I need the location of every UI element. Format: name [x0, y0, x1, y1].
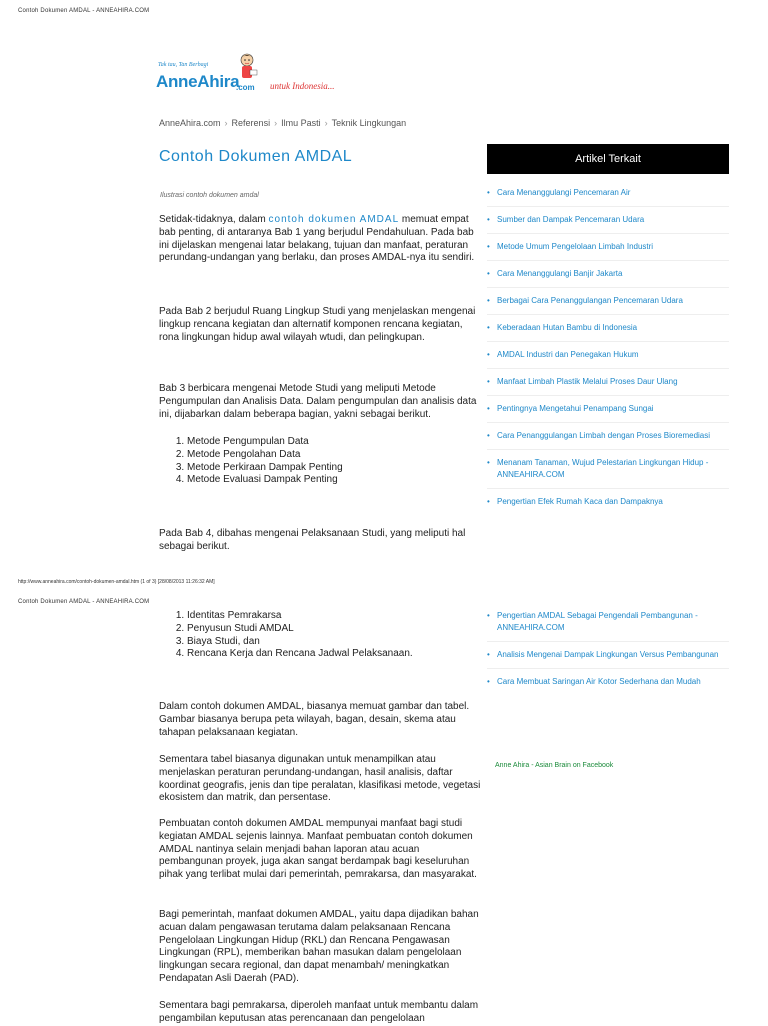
list-item [487, 669, 729, 695]
list-item: 3. Biaya Studi, dan [187, 636, 481, 649]
paragraph-1 [159, 214, 481, 265]
list-item [487, 642, 729, 669]
logo-tagline: Tak tau, Tan Berbagi [158, 62, 209, 68]
related-article-link[interactable]: Manfaat Limbah Plastik Melalui Proses Daur Ulang [497, 377, 678, 386]
contoh-dokumen-amdal-link[interactable]: contoh dokumen AMDAL [268, 214, 400, 225]
related-articles-sidebar [487, 144, 729, 515]
bullet-icon: • [487, 458, 490, 467]
paragraph-3: Bab 3 berbicara mengenai Metode Studi yang meliputi Metode Pengumpulan dan Analisis Data. Dalam pengumpulan dan analisis data ini, dijabarkan dalam beberapa bagian, yakni sebagai berikut. [159, 383, 477, 420]
related-article-link[interactable]: Pengertian Efek Rumah Kaca dan Dampaknya [497, 497, 663, 506]
bullet-icon: • [487, 242, 490, 251]
logo-slogan: untuk Indonesia... [270, 81, 335, 91]
bullet-icon: • [487, 611, 490, 620]
breadcrumb-home[interactable]: AnneAhira.com [159, 118, 221, 128]
site-logo[interactable] [156, 52, 356, 96]
study-methods-list [159, 436, 481, 487]
list-item [487, 489, 729, 515]
related-article-link[interactable]: Cara Membuat Saringan Air Kotor Sederhana dan Mudah [497, 677, 701, 686]
breadcrumb-separator-icon: › [324, 118, 328, 128]
paragraph-5: Dalam contoh dokumen AMDAL, biasanya memuat gambar dan tabel. Gambar biasanya berupa peta wilayah, bagan, desain, skema atau tahapan pelaksanaan kegiatan. [159, 701, 470, 738]
bullet-icon: • [487, 188, 490, 197]
logo-brand: AnneAhira [156, 72, 240, 91]
list-item [487, 369, 729, 396]
related-article-link[interactable]: Analisis Mengenai Dampak Lingkungan Versus Pembangunan [497, 650, 719, 659]
paragraph-2: Pada Bab 2 berjudul Ruang Lingkup Studi yang menjelaskan mengenai lingkup rencana kegiatan dan alternatif komponen rencana kegiatan, rona lingkungan hidup awal wilayah wtudi, dan pelingkupan. [159, 306, 476, 343]
bullet-icon: • [487, 431, 490, 440]
bullet-icon: • [487, 269, 490, 278]
paragraph-1-text-b: memuat empat bab penting, di antaranya Bab 1 yang berjudul Pendahuluan. Pada bab ini dijelaskan mengenai latar belakang, tujuan dan manfaat, peraturan perundang-undangan yang berlaku, dan proses AMDAL-nya itu sendiri. [159, 214, 475, 264]
list-item [487, 261, 729, 288]
list-item: 2. Penyusun Studi AMDAL [187, 623, 481, 636]
related-articles-sidebar-continued [487, 603, 729, 695]
mascot-icon [236, 52, 258, 84]
paragraph-8: Bagi pemerintah, manfaat dokumen AMDAL, yaitu dapa dijadikan bahan acuan dalam pengawasan terutama dalam pelaksanaan Rencana Pengelolaan Lingkungan Hidup (RKL) dan Rencana Pengawasan Lingkungan (RPL), memberikan bahan masukan dalam pengelolaan lingkungan secara regional, dan dapat menambah/ meningkatkan Pendapatan Asli Daerah (PAD). [159, 909, 479, 984]
related-articles-list [487, 180, 729, 515]
related-article-link[interactable]: Cara Menanggulangi Banjir Jakarta [497, 269, 623, 278]
related-article-link[interactable]: Menanam Tanaman, Wujud Pelestarian Lingkungan Hidup - ANNEAHIRA.COM [497, 458, 709, 479]
list-item [487, 207, 729, 234]
list-item: 3. Metode Perkiraan Dampak Penting [187, 462, 481, 475]
related-article-link[interactable]: AMDAL Industri dan Penegakan Hukum [497, 350, 639, 359]
list-item [487, 180, 729, 207]
bullet-icon: • [487, 215, 490, 224]
related-article-link[interactable]: Berbagai Cara Penanggulangan Pencemaran Udara [497, 296, 683, 305]
paragraph-6: Sementara tabel biasanya digunakan untuk menampilkan atau menjelaskan peraturan perundang-undangan, hasil analisis, daftar koordinat geografis, jenis dan tipe peralatan, klasifikasi metode, vegetasi ekosistem dan matrik, dan persentase. [159, 754, 481, 804]
bullet-icon: • [487, 497, 490, 506]
breadcrumb-separator-icon: › [274, 118, 278, 128]
facebook-page-link[interactable]: Anne Ahira - Asian Brain on Facebook [495, 762, 614, 769]
study-implementation-list [159, 610, 481, 661]
page-header-title: Contoh Dokumen AMDAL - ANNEAHIRA.COM [18, 599, 150, 605]
bullet-icon: • [487, 350, 490, 359]
list-item [487, 396, 729, 423]
breadcrumb [159, 118, 406, 128]
bullet-icon: • [487, 677, 490, 686]
related-article-link[interactable]: Cara Penanggulangan Limbah dengan Proses Bioremediasi [497, 431, 711, 440]
article-title: Contoh Dokumen AMDAL [159, 148, 353, 165]
bullet-icon: • [487, 404, 490, 413]
article-body-part1 [159, 214, 481, 265]
list-item: 1. Metode Pengumpulan Data [187, 436, 481, 449]
list-item [487, 315, 729, 342]
list-item: 1. Identitas Pemrakarsa [187, 610, 481, 623]
sidebar-title: Artikel Terkait [487, 144, 729, 174]
bullet-icon: • [487, 377, 490, 386]
list-item: 4. Metode Evaluasi Dampak Penting [187, 474, 481, 487]
related-article-link[interactable]: Cara Menanggulangi Pencemaran Air [497, 188, 631, 197]
breadcrumb-teknik-lingkungan[interactable]: Teknik Lingkungan [331, 118, 407, 128]
bullet-icon: • [487, 296, 490, 305]
paragraph-9: Sementara bagi pemrakarsa, diperoleh manfaat untuk membantu dalam pengambilan keputusan atas perencanaan dan pengelolaan [159, 1000, 479, 1024]
breadcrumb-referensi[interactable]: Referensi [231, 118, 271, 128]
list-item [487, 423, 729, 450]
page-header-title: Contoh Dokumen AMDAL - ANNEAHIRA.COM [18, 8, 150, 14]
paragraph-1-text-a: Setidak-tidaknya, dalam [159, 214, 269, 225]
list-item [487, 603, 729, 642]
paragraph-4: Pada Bab 4, dibahas mengenai Pelaksanaan Studi, yang meliputi hal sebagai berikut. [159, 528, 466, 552]
bullet-icon: • [487, 323, 490, 332]
image-caption: Ilustrasi contoh dokumen amdal [160, 192, 259, 199]
list-item [487, 288, 729, 315]
breadcrumb-ilmu-pasti[interactable]: Ilmu Pasti [281, 118, 321, 128]
list-item: 4. Rencana Kerja dan Rencana Jadwal Pelaksanaan. [187, 648, 481, 661]
related-article-link[interactable]: Pengertian AMDAL Sebagai Pengendali Pembangunan - ANNEAHIRA.COM [497, 611, 698, 632]
paragraph-7: Pembuatan contoh dokumen AMDAL mempunyai manfaat bagi studi kegiatan AMDAL sejenis lainnya. Manfaat pembuatan contoh dokumen AMDAL nantinya selain menjadi bahan laporan atau acuan pembangunan proyek, juga akan sangat berdampak bagi keseluruhan pihak yang terlibat mulai dari pemerintah, pemrakarsa, dan masyarakat. [159, 818, 477, 881]
bullet-icon: • [487, 650, 490, 659]
logo-com: .com [236, 83, 255, 92]
page-footer-url: http://www.anneahira.com/contoh-dokumen-amdal.htm (1 of 3) [28/08/2013 11:26:32 AM] [18, 579, 215, 585]
related-article-link[interactable]: Keberadaan Hutan Bambu di Indonesia [497, 323, 638, 332]
breadcrumb-separator-icon: › [224, 118, 228, 128]
related-article-link[interactable]: Metode Umum Pengelolaan Limbah Industri [497, 242, 654, 251]
related-articles-list [487, 603, 729, 695]
list-item [487, 234, 729, 261]
list-item [487, 450, 729, 489]
related-article-link[interactable]: Pentingnya Mengetahui Penampang Sungai [497, 404, 654, 413]
list-item: 2. Metode Pengolahan Data [187, 449, 481, 462]
list-item [487, 342, 729, 369]
related-article-link[interactable]: Sumber dan Dampak Pencemaran Udara [497, 215, 645, 224]
